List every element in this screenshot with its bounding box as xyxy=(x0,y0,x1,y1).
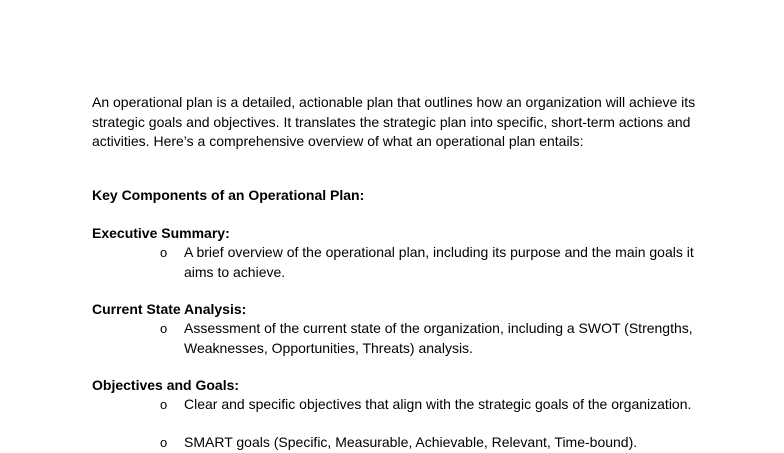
section-heading-objectives-and-goals: Objectives and Goals: xyxy=(92,377,240,393)
intro-paragraph: An operational plan is a detailed, actionable plan that outlines how an organization will achieve its strategic goals and objectives. It translates the strategic plan into specific, short-term actions and activities. Here’s a comprehensive overview of what an operational plan entails: xyxy=(92,94,696,149)
bullet-circle-icon: o xyxy=(160,435,168,450)
list-item-text: Assessment of the current state of the organization, including a SWOT (Strengths, Weaknesses, Opportunities, Threats) analysis. xyxy=(184,320,693,356)
bullet-circle-icon: o xyxy=(160,397,168,412)
list-item-text: SMART goals (Specific, Measurable, Achievable, Relevant, Time-bound). xyxy=(184,434,638,450)
list-item-text: Clear and specific objectives that align with the strategic goals of the organization. xyxy=(184,396,692,412)
bullet-circle-icon: o xyxy=(160,245,168,260)
bullet-circle-icon: o xyxy=(160,321,168,336)
key-components-heading: Key Components of an Operational Plan: xyxy=(92,187,365,203)
section-heading-current-state-analysis: Current State Analysis: xyxy=(92,301,247,317)
list-item-text: A brief overview of the operational plan, including its purpose and the main goals it aims to achieve. xyxy=(184,244,694,280)
section-heading-executive-summary: Executive Summary: xyxy=(92,225,230,241)
